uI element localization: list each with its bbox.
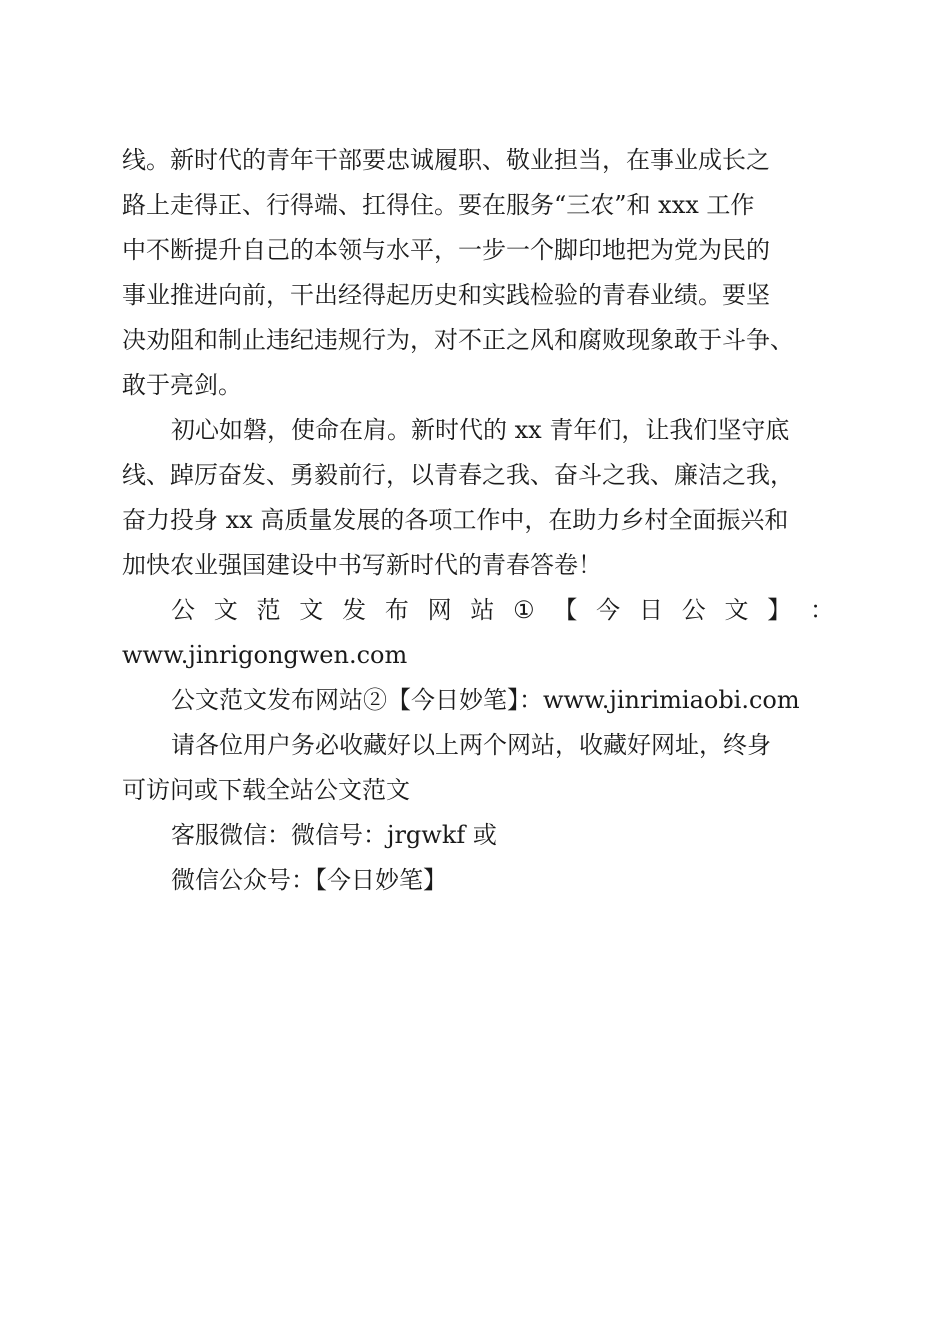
site1-char: 网 — [427, 596, 452, 624]
text-line: 路上走得正、行得端、扛得住。要在服务“三农”和 xxx 工作 — [122, 191, 755, 219]
site1-char: 发 — [342, 596, 367, 624]
text-line: 线。新时代的青年干部要忠诚履职、敬业担当，在事业成长之 — [122, 146, 770, 174]
text-line: 加快农业强国建设中书写新时代的青春答卷！ — [122, 551, 602, 579]
notice-line: 请各位用户务必收藏好以上两个网站，收藏好网址，终身 — [171, 731, 771, 759]
site1-line — [122, 588, 834, 633]
notice-line: 可访问或下载全站公文范文 — [122, 776, 410, 804]
site1-char: 站 — [470, 596, 495, 624]
site1-char: ： — [810, 596, 834, 624]
site1-char: 范 — [256, 596, 281, 624]
text-line: 事业推进向前，干出经得起历史和实践检验的青春业绩。要坚 — [122, 281, 770, 309]
site1-char: 公 — [681, 596, 706, 624]
site1-char: 】 — [767, 596, 792, 624]
paragraph-2 — [122, 408, 834, 588]
site1-char: 日 — [638, 596, 663, 624]
site2-line: 公文范文发布网站②【今日妙笔】：www.jinrimiaobi.com — [171, 686, 800, 714]
text-line: 线、踔厉奋发、勇毅前行，以青春之我、奋斗之我、廉洁之我， — [122, 461, 794, 489]
site1-url: www.jinrigongwen.com — [122, 641, 408, 669]
text-line: 奋力投身 xx 高质量发展的各项工作中，在助力乡村全面振兴和 — [122, 506, 789, 534]
site1-char: ① — [513, 596, 535, 624]
paragraph-1 — [122, 138, 834, 408]
footer-info — [122, 588, 834, 903]
site1-char: 今 — [596, 596, 621, 624]
site1-char: 公 — [171, 596, 195, 624]
text-line: 中不断提升自己的本领与水平，一步一个脚印地把为党为民的 — [122, 236, 770, 264]
text-line: 决劝阻和制止违纪违规行为，对不正之风和腐败现象敢于斗争、 — [122, 326, 794, 354]
site1-char: 文 — [299, 596, 324, 624]
site1-char: 文 — [213, 596, 238, 624]
site1-char: 文 — [724, 596, 749, 624]
site1-char: 【 — [553, 596, 578, 624]
text-line: 敢于亮剑。 — [122, 371, 242, 399]
public-account-line: 微信公众号：【今日妙笔】 — [171, 866, 447, 894]
document-page — [122, 138, 834, 903]
wechat-line: 客服微信：微信号：jrgwkf 或 — [171, 821, 497, 849]
site1-char: 布 — [384, 596, 409, 624]
text-line: 初心如磐，使命在肩。新时代的 xx 青年们，让我们坚守底 — [171, 416, 790, 444]
